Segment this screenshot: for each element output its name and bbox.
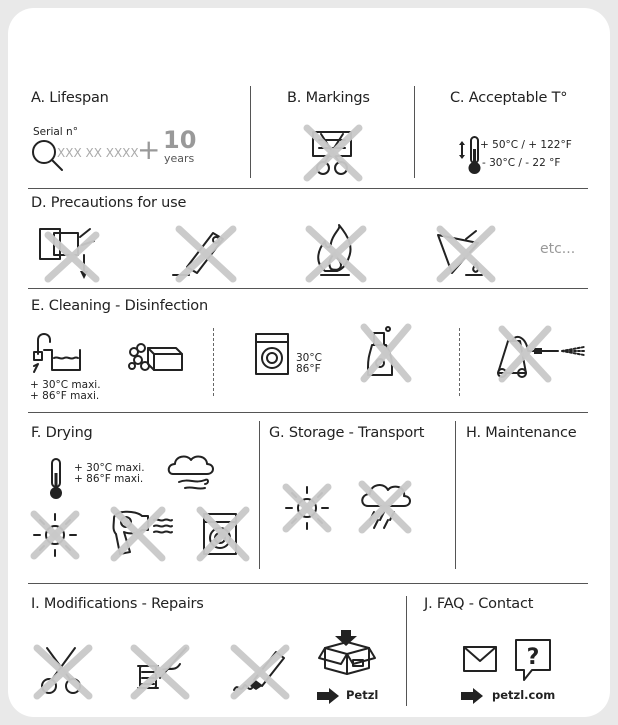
sun-icon [30,510,80,560]
divider [455,421,456,569]
svg-text:?: ? [526,645,540,670]
temperature-title: C. Acceptable T° [450,90,568,106]
drying-title: F. Drying [31,425,93,441]
divider [250,86,251,178]
hair-dryer-icon [110,508,176,562]
fire-icon [303,223,369,283]
plus-sign: + [137,133,161,166]
serial-value: XXX XX XXXX [57,146,139,160]
divider [28,583,588,584]
spray-icon [360,323,410,383]
storage-title: G. Storage - Transport [269,425,425,441]
marker-icon [230,644,290,700]
divider [28,288,588,289]
cleaning-title: E. Cleaning - Disinfection [31,298,208,314]
envelope-icon[interactable] [462,645,500,675]
sun-icon [282,483,332,533]
divider [414,86,415,178]
petzl-site-link[interactable]: petzl.com [492,688,556,702]
modifications-title: I. Modifications - Repairs [31,596,204,612]
machine-temp: 30°C 86°F [296,352,322,375]
crush-icon [38,223,104,283]
years-label: years [164,152,195,165]
arrow-right-icon [461,688,487,704]
drying-temp: + 30°C maxi. + 86°F maxi. [74,462,145,485]
divider [259,421,260,569]
precautions-title: D. Precautions for use [31,195,187,211]
divider [213,328,214,396]
question-icon[interactable] [512,638,554,684]
washing-machine-icon [254,332,294,378]
soap-icon [128,340,188,380]
knife-icon [173,223,239,283]
divider [459,328,460,396]
temp-low: - 30°C / - 22 °F [482,157,561,169]
arrow-right-icon [317,688,343,704]
cloud-wind-icon [165,452,219,492]
box-icon [317,628,383,678]
divider [28,412,588,413]
etc-label: etc... [540,241,576,257]
thermometer-icon [47,457,65,501]
scissors-icon [33,644,93,700]
serial-label: Serial n° [33,126,78,138]
washing-machine-icon [196,508,250,562]
divider [28,188,588,189]
tap-icon [32,328,88,378]
maintenance-title: H. Maintenance [466,425,577,441]
needle-thread-icon [130,644,190,700]
wash-temp: + 30°C maxi. + 86°F maxi. [30,379,101,402]
chemical-icon [432,223,498,283]
divider [406,596,407,706]
faq-title: J. FAQ - Contact [424,596,534,612]
rain-icon [358,480,412,534]
scissors-icon [303,122,363,182]
pressure-washer-icon [488,323,588,383]
petzl-link[interactable]: Petzl [346,688,379,702]
years-number: 10 [163,126,197,154]
lifespan-title: A. Lifespan [31,90,109,106]
markings-title: B. Markings [287,90,370,106]
temp-high: + 50°C / + 122°F [480,139,572,151]
